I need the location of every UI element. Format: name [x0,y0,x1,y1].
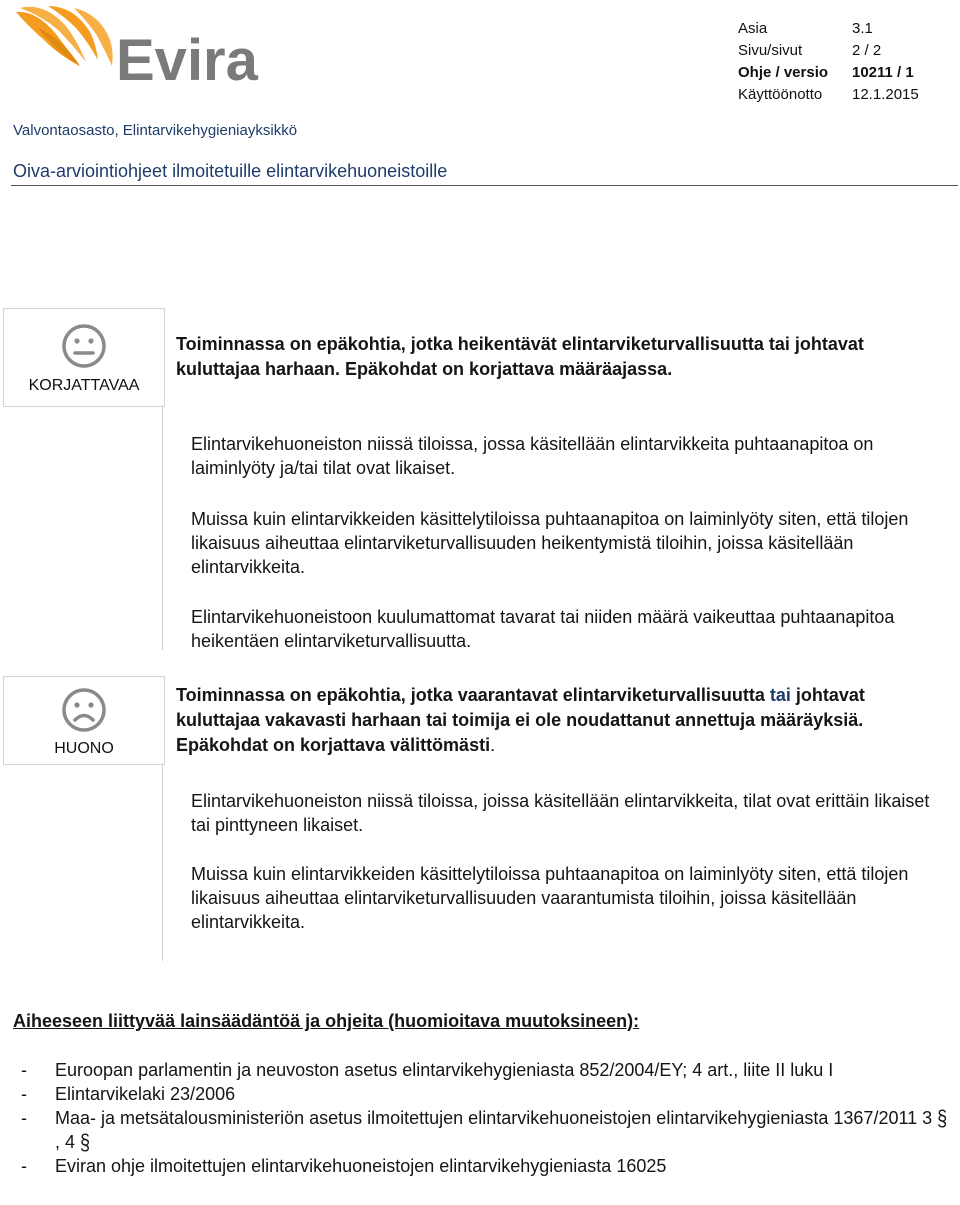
meta-label: Ohje / versio [738,64,829,81]
summary-text: johtavat kuluttajaa vakavasti harhaan tai toimija ei ole noudattanut annettuja määräyksiä. Epäkohdat on korjattava välittömästi [176,685,865,755]
legislation-item: - Elintarvikelaki 23/2006 [13,1082,948,1106]
document-title: Oiva-arviointiohjeet ilmoitetuille elintarvikehuoneistoille [13,161,448,181]
meta-row-page [738,40,919,62]
document-meta [738,18,919,106]
legislation-list [13,1058,948,1178]
meta-label: Asia [738,20,768,37]
rating-summary: Toiminnassa on epäkohtia, jotka heikentävät elintarviketurvallisuutta tai johtavat kuluttajaa harhaan. Epäkohdat on korjattava määräajassa. [176,334,864,379]
sad-face-icon [61,687,107,733]
meta-row-asia [738,18,919,40]
rating-label: KORJATTAVAA [28,377,140,394]
rating-border-line [162,405,163,650]
legislation-item-text: , 4 [55,1132,81,1152]
meta-row-version [738,62,919,84]
evira-logo [8,4,268,84]
rating-label: HUONO [54,740,114,757]
rating-paragraph: Elintarvikehuoneiston niissä tiloissa, jossa käsitellään elintarvikkeita puhtaanapitoa on laiminlyöty ja/tai tilat ovat likaiset. [191,434,874,478]
section-sign: § [80,1129,91,1155]
rating-paragraph: Muissa kuin elintarvikkeiden käsittelytiloissa puhtaanapitoa on laiminlyöty siten, että tilojen likaisuus aiheuttaa elintarviketurvallisuuden heikentymistä tiloihin, joissa käsitellään elintarvikkeita. [191,509,909,577]
meta-value: 10211 / 1 [852,64,914,81]
rating-border-line [162,763,163,961]
meta-value: 3.1 [852,20,873,37]
meta-value: 12.1.2015 [852,86,919,103]
logo-wheat-icon [16,6,113,66]
legislation-item-text: Maa- ja metsätalousministeriön asetus ilmoitettujen elintarvikehuoneistojen elintarvikehygieniasta 1367/2011 3 [55,1108,938,1128]
meta-label: Sivu/sivut [738,42,803,59]
rating-box-huono [3,676,165,765]
rating-paragraph: Elintarvikehuoneistoon kuulumattomat tavarat tai niiden määrä vaikeuttaa puhtaanapitoa heikentäen elintarviketurvallisuutta. [191,607,895,651]
summary-highlight: tai [769,685,791,705]
legislation-item [13,1106,948,1154]
evira-logo-mark [8,4,268,84]
neutral-face-icon [61,323,107,369]
rating-summary [176,683,936,758]
title-divider [11,185,958,186]
department-name: Valvontaosasto, Elintarvikehygieniayksikkö [13,122,298,139]
summary-text: Toiminnassa on epäkohtia, jotka vaarantavat elintarviketurvallisuutta [176,685,770,705]
legislation-item: - Euroopan parlamentin ja neuvoston asetus elintarvikehygieniasta 852/2004/EY; 4 art., liite II luku I [13,1058,948,1082]
legislation-item: - Eviran ohje ilmoitettujen elintarvikehuoneistojen elintarvikehygieniasta 16025 [13,1154,948,1178]
rating-paragraph: Elintarvikehuoneiston niissä tiloissa, joissa käsitellään elintarvikkeita, tilat ovat erittäin likaiset tai pinttyneen likaiset. [191,791,930,835]
meta-row-date [738,84,919,106]
section-sign: § [937,1105,948,1131]
rating-box-korjattavaa [3,308,165,407]
meta-value: 2 / 2 [852,42,882,59]
meta-label: Käyttöönotto [738,86,823,103]
legislation-heading: Aiheeseen liittyvää lainsäädäntöä ja ohjeita (huomioitava muutoksineen): [13,1011,640,1031]
summary-period: . [490,735,496,755]
rating-paragraph: Muissa kuin elintarvikkeiden käsittelytiloissa puhtaanapitoa on laiminlyöty siten, että tilojen likaisuus aiheuttaa elintarviketurvallisuuden vaarantumista tiloihin, joissa käsitellään elintarvikkeita. [191,864,909,932]
logo-text: Evira [116,28,258,84]
